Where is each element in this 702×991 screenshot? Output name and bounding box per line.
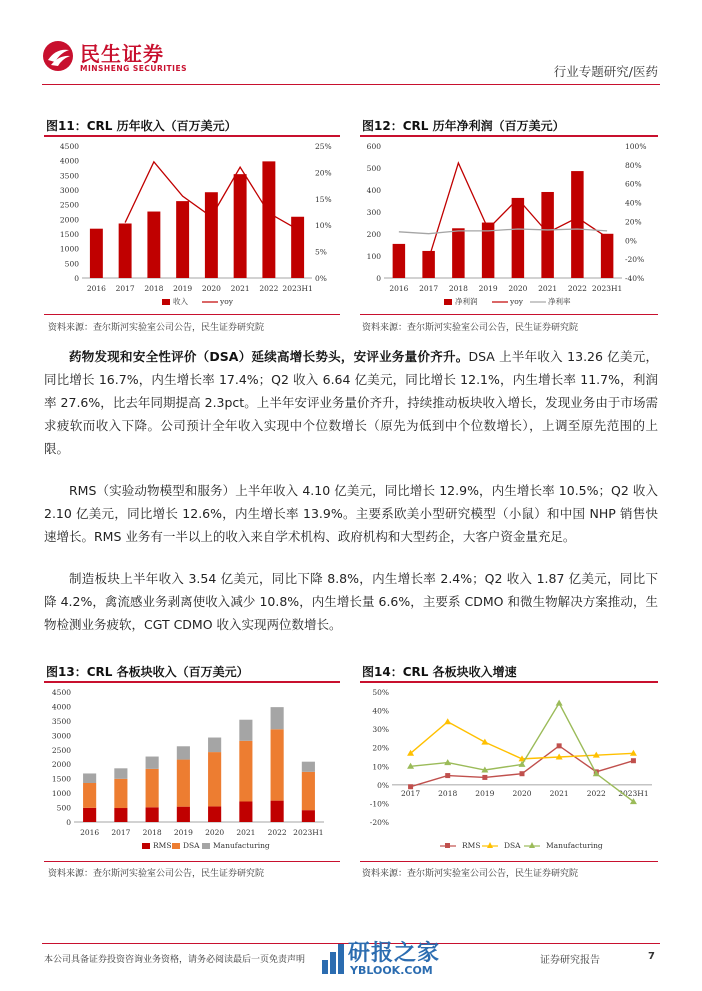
fig13-left-axis-tick: 2500 xyxy=(51,745,71,755)
fig12-category-label: 2022 xyxy=(567,284,587,293)
fig13-category-label: 2022 xyxy=(267,828,287,837)
fig12-category-label: 2021 xyxy=(538,284,558,293)
fig12-bottom-rule xyxy=(360,314,658,315)
fig12-net-profit-bar xyxy=(541,192,553,278)
fig14-manufacturing-line xyxy=(411,703,634,801)
fig13-left-axis-tick: 1000 xyxy=(51,789,71,799)
fig11-category-label: 2020 xyxy=(201,284,221,293)
fig11-revenue-bar xyxy=(90,229,103,278)
footer-disclaimer: 本公司具备证券投资咨询业务资格，请务必阅读最后一页免责声明 xyxy=(44,955,306,965)
fig12-net-profit-bar xyxy=(571,171,583,278)
fig14-left-axis-tick: -20% xyxy=(369,818,389,827)
fig12-legend-label: 净利润 xyxy=(455,297,478,306)
fig12-left-axis-tick: 300 xyxy=(366,208,381,217)
fig13-category-label: 2016 xyxy=(80,828,100,837)
fig12-title: 图12：CRL 历年净利润（百万美元） xyxy=(362,119,565,133)
paragraph-rms-text: RMS（实验动物模型和服务）上半年收入 4.10 亿美元，同比增长 12.9%，内生增长率 10.5%；Q2 收入 2.10 亿美元，同比增长 12.6%，内生增长率 13.9%。主要系欧美小型研究模型（小鼠）和中国 NHP 销售快速增长。RMS 业务有一半以上的收入来自学术机构、政府机构和大型药企，大客户资金量充足。 xyxy=(44,483,658,544)
fig13-title: 图13：CRL 各板块收入（百万美元） xyxy=(46,665,249,679)
fig12-right-axis-tick: 20% xyxy=(625,217,642,227)
fig13-left-axis-tick: 3000 xyxy=(51,731,71,741)
fig14-rms-marker xyxy=(445,773,450,778)
fig13-legend-label: Manufacturing xyxy=(213,841,270,850)
fig13-source: 资料来源：查尔斯河实验室公司公告，民生证券研究院 xyxy=(48,869,265,879)
fig12-left-axis-tick: 500 xyxy=(366,164,381,173)
fig11-right-axis-tick: 10% xyxy=(315,221,332,231)
fig13-left-axis-tick: 2000 xyxy=(51,760,71,770)
fig11-revenue-bar xyxy=(176,201,189,278)
fig13-category-label: 2019 xyxy=(173,828,193,837)
brand-name-en: MINSHENG SECURITIES xyxy=(80,64,187,73)
fig12-source: 资料来源：查尔斯河实验室公司公告，民生证券研究院 xyxy=(362,323,579,333)
fig13-rule xyxy=(44,681,340,683)
fig13-manufacturing-bar xyxy=(177,746,190,759)
fig11-rule xyxy=(44,135,340,137)
fig13-legend-swatch xyxy=(172,843,180,849)
fig13-chart xyxy=(44,686,344,858)
fig13-bottom-rule xyxy=(44,861,340,862)
fig14-legend-marker xyxy=(445,843,450,848)
fig11-revenue-bar xyxy=(205,192,218,278)
paragraph-manufacturing-text: 制造板块上半年收入 3.54 亿美元，同比下降 8.8%，内生增长率 2.4%；Q2 收入 1.87 亿美元，同比下降 4.2%，禽流感业务剥离使收入减少 10.8%，内生增长量 6.6%，主要系 CDMO 和微生物解决方案推动，生物检测业务疲软，CGT CDMO 收入实现两位数增长。 xyxy=(44,571,658,632)
fig14-left-axis-tick: 30% xyxy=(372,725,389,735)
fig11-category-label: 2017 xyxy=(115,284,135,293)
fig14-source: 资料来源：查尔斯河实验室公司公告，民生证券研究院 xyxy=(362,869,579,879)
fig12-net-profit-bar xyxy=(452,228,464,278)
fig13-manufacturing-bar xyxy=(146,757,159,769)
fig12-right-axis-tick: 0% xyxy=(625,236,637,246)
fig13-dsa-bar xyxy=(302,772,315,810)
fig13-category-label: 2021 xyxy=(236,828,256,837)
fig12-legend-label: yoy xyxy=(510,297,523,306)
fig13-left-axis-tick: 4500 xyxy=(51,688,71,697)
watermark-text: 研报之家 xyxy=(348,941,441,966)
fig12-left-axis-tick: 0 xyxy=(376,274,381,283)
paragraph-dsa xyxy=(44,345,658,460)
fig14-legend-marker xyxy=(487,842,493,848)
fig13-left-axis-tick: 3500 xyxy=(51,716,71,726)
fig13-rms-bar xyxy=(114,808,127,822)
fig12-rule xyxy=(360,135,658,137)
fig11-category-label: 2016 xyxy=(86,284,106,293)
fig11-title: 图11：CRL 历年收入（百万美元） xyxy=(46,119,237,133)
fig11-category-label: 2021 xyxy=(230,284,250,293)
paragraph-manufacturing xyxy=(44,567,658,636)
fig13-category-label: 2018 xyxy=(142,828,162,837)
fig14-category-label: 2021 xyxy=(549,788,569,798)
fig14-category-label: 2018 xyxy=(438,788,458,798)
fig14-rule xyxy=(360,681,658,683)
fig14-category-label: 2023H1 xyxy=(618,788,649,798)
fig13-manufacturing-bar xyxy=(83,773,96,783)
fig11-chart xyxy=(44,138,344,310)
fig11-legend-label: yoy xyxy=(220,297,233,306)
fig13-dsa-bar xyxy=(239,741,252,802)
fig13-rms-bar xyxy=(83,808,96,822)
fig11-left-axis-tick: 4500 xyxy=(59,142,79,151)
fig12-category-label: 2023H1 xyxy=(591,284,623,293)
fig14-legend-label: Manufacturing xyxy=(546,841,603,850)
fig11-bottom-rule xyxy=(44,314,340,315)
fig12-net-profit-bar xyxy=(422,251,434,278)
fig14-left-axis-tick: 0% xyxy=(377,780,389,790)
fig11-left-axis-tick: 2000 xyxy=(59,215,79,225)
footer-report-type: 证券研究报告 xyxy=(540,955,600,966)
fig13-rms-bar xyxy=(271,801,284,822)
fig12-category-label: 2018 xyxy=(448,284,468,293)
fig11-left-axis-tick: 500 xyxy=(64,259,79,269)
fig14-left-axis-tick: 20% xyxy=(372,743,389,753)
header-divider xyxy=(42,84,660,85)
fig11-left-axis-tick: 1000 xyxy=(59,244,79,254)
fig11-left-axis-tick: 3500 xyxy=(59,171,79,181)
fig11-left-axis-tick: 3000 xyxy=(59,186,79,195)
fig14-left-axis-tick: 40% xyxy=(372,706,389,716)
fig13-legend-swatch xyxy=(202,843,210,849)
fig11-category-label: 2019 xyxy=(173,284,193,293)
fig14-manufacturing-marker xyxy=(519,761,526,767)
fig14-chart xyxy=(360,686,660,858)
fig12-category-label: 2019 xyxy=(478,284,498,293)
fig12-legend-swatch xyxy=(444,299,452,305)
fig13-manufacturing-bar xyxy=(114,768,127,778)
fig14-left-axis-tick: 50% xyxy=(372,688,389,697)
fig11-left-axis-tick: 4000 xyxy=(59,156,79,166)
fig11-category-label: 2023H1 xyxy=(282,284,313,293)
fig14-legend-label: RMS xyxy=(462,841,481,850)
fig14-dsa-marker xyxy=(481,739,488,745)
fig13-manufacturing-bar xyxy=(271,707,284,729)
fig12-category-label: 2016 xyxy=(389,284,409,293)
fig13-category-label: 2017 xyxy=(111,828,131,837)
fig12-left-axis-tick: 400 xyxy=(366,186,381,195)
fig14-legend-label: DSA xyxy=(504,841,521,850)
fig14-legend-marker xyxy=(529,842,535,848)
fig11-revenue-bar xyxy=(234,174,247,278)
fig13-dsa-bar xyxy=(146,769,159,807)
fig11-revenue-bar xyxy=(262,161,275,278)
fig12-left-axis-tick: 100 xyxy=(366,252,381,261)
fig14-rms-marker xyxy=(520,771,525,776)
fig11-left-axis-tick: 1500 xyxy=(59,230,79,239)
fig11-right-axis-tick: 25% xyxy=(315,142,332,151)
fig12-left-axis-tick: 200 xyxy=(366,230,381,239)
fig11-revenue-bar xyxy=(291,217,304,278)
fig14-title: 图14：CRL 各板块收入增速 xyxy=(362,665,517,679)
fig13-left-axis-tick: 1500 xyxy=(51,774,71,784)
fig13-legend-label: DSA xyxy=(183,841,200,850)
fig13-manufacturing-bar xyxy=(302,762,315,772)
fig11-legend-label: 收入 xyxy=(173,297,188,306)
fig13-dsa-bar xyxy=(83,783,96,808)
fig14-dsa-line xyxy=(411,722,634,759)
fig12-right-axis-tick: -40% xyxy=(625,274,645,283)
fig14-category-label: 2019 xyxy=(475,788,495,798)
fig11-legend-swatch xyxy=(162,299,170,305)
fig13-rms-bar xyxy=(239,801,252,822)
fig11-right-axis-tick: 0% xyxy=(315,274,327,283)
fig14-rms-marker xyxy=(482,775,487,780)
fig12-net-profit-bar xyxy=(512,198,524,278)
fig12-right-axis-tick: 100% xyxy=(625,142,647,151)
fig13-rms-bar xyxy=(208,806,221,822)
fig13-left-axis-tick: 0 xyxy=(66,818,71,827)
fig14-left-axis-tick: 10% xyxy=(372,762,389,772)
fig12-right-axis-tick: 40% xyxy=(625,198,642,208)
fig13-dsa-bar xyxy=(208,752,221,806)
fig14-rms-marker xyxy=(631,758,636,763)
fig14-rms-marker xyxy=(408,784,413,789)
fig14-rms-marker xyxy=(557,743,562,748)
fig13-left-axis-tick: 500 xyxy=(56,803,71,813)
fig12-net-profit-bar xyxy=(393,244,405,278)
report-category: 行业专题研究/医药 xyxy=(553,64,658,79)
fig12-net-profit-bar xyxy=(601,234,613,278)
fig14-category-label: 2020 xyxy=(512,788,532,798)
fig12-category-label: 2017 xyxy=(419,284,439,293)
watermark-logo-icon xyxy=(320,938,346,978)
fig12-legend-label: 净利率 xyxy=(548,297,571,306)
fig11-right-axis-tick: 5% xyxy=(315,247,327,257)
paragraph-rms xyxy=(44,479,658,548)
paragraph-dsa-lead: 药物发现和安全性评价（DSA）延续高增长势头，安评业务量价齐升。 xyxy=(69,349,469,364)
fig11-category-label: 2018 xyxy=(144,284,164,293)
fig12-category-label: 2020 xyxy=(508,284,528,293)
fig11-left-axis-tick: 2500 xyxy=(59,200,79,210)
fig11-category-label: 2022 xyxy=(259,284,279,293)
fig13-rms-bar xyxy=(146,807,159,822)
fig12-right-axis-tick: 80% xyxy=(625,160,642,170)
watermark-url: YBLOOK.COM xyxy=(350,964,433,977)
fig14-dsa-marker xyxy=(444,718,451,724)
fig11-revenue-bar xyxy=(119,223,132,278)
fig11-right-axis-tick: 20% xyxy=(315,168,332,178)
fig13-rms-bar xyxy=(177,807,190,822)
brand-name: 民生证券 xyxy=(80,42,164,66)
minsheng-logo-icon xyxy=(42,40,74,72)
fig11-right-axis-tick: 15% xyxy=(315,194,332,204)
fig12-left-axis-tick: 600 xyxy=(366,142,381,151)
fig14-category-label: 2022 xyxy=(586,788,606,798)
fig11-left-axis-tick: 0 xyxy=(74,274,79,283)
fig13-dsa-bar xyxy=(271,729,284,800)
page-number: 7 xyxy=(648,951,655,962)
fig13-dsa-bar xyxy=(177,760,190,807)
fig14-bottom-rule xyxy=(360,861,658,862)
fig13-rms-bar xyxy=(302,810,315,822)
fig14-category-label: 2017 xyxy=(401,788,421,798)
fig12-right-axis-tick: -20% xyxy=(625,255,645,265)
fig13-manufacturing-bar xyxy=(208,738,221,753)
fig14-left-axis-tick: -10% xyxy=(369,799,389,809)
paragraph-dsa-text: DSA 上半年收入 13.26 亿美元，同比增长 16.7%，内生增长率 17.4%；Q2 收入 6.64 亿美元，同比增长 12.1%，内生增长率 11.7%，利润率 27.6%，比去年同期提高 2.3pct。上半年安评业务量价齐升，持续推动板块收入增长，发现业务由于市场需求疲软而收入下降。公司预计全年收入实现中个位数增长（原先为低到中个位数增长），上调至原先范围的上限。 xyxy=(44,349,658,456)
fig14-manufacturing-marker xyxy=(556,700,563,706)
fig14-manufacturing-marker xyxy=(444,759,451,765)
fig13-category-label: 2020 xyxy=(205,828,225,837)
fig13-legend-label: RMS xyxy=(153,841,172,850)
fig13-legend-swatch xyxy=(142,843,150,849)
fig12-right-axis-tick: 60% xyxy=(625,179,642,189)
fig13-category-label: 2023H1 xyxy=(293,828,324,837)
fig12-chart xyxy=(360,138,660,310)
fig11-revenue-bar xyxy=(147,212,160,278)
fig11-source: 资料来源：查尔斯河实验室公司公告，民生证券研究院 xyxy=(48,323,265,333)
fig13-dsa-bar xyxy=(114,779,127,808)
fig13-manufacturing-bar xyxy=(239,720,252,741)
fig13-left-axis-tick: 4000 xyxy=(51,702,71,712)
